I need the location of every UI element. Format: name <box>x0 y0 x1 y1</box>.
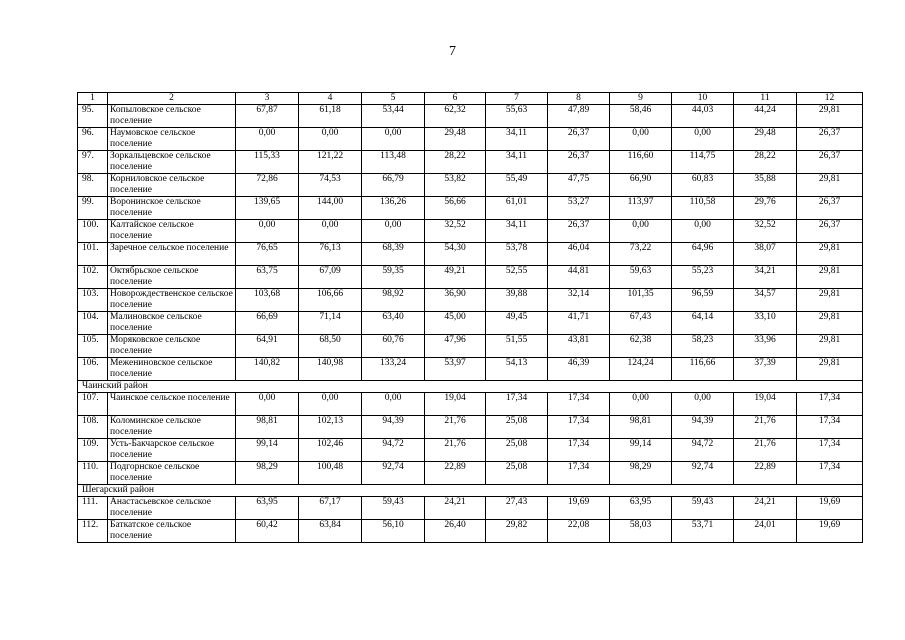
value-cell: 26,37 <box>797 220 863 243</box>
value-cell: 26,37 <box>548 128 610 151</box>
settlement-name: Моряковское сельское поселение <box>108 335 236 358</box>
value-cell: 34,57 <box>734 289 797 312</box>
settlement-name: Малиновское сельское поселение <box>108 312 236 335</box>
value-cell: 44,24 <box>734 105 797 128</box>
value-cell: 51,55 <box>486 335 548 358</box>
value-cell: 54,30 <box>425 243 486 266</box>
value-cell: 36,90 <box>425 289 486 312</box>
value-cell: 29,81 <box>797 289 863 312</box>
value-cell: 33,10 <box>734 312 797 335</box>
section-row <box>78 485 863 497</box>
value-cell: 34,11 <box>486 128 548 151</box>
value-cell: 56,66 <box>425 197 486 220</box>
table-row <box>78 151 863 174</box>
value-cell: 116,60 <box>610 151 672 174</box>
value-cell: 113,97 <box>610 197 672 220</box>
row-number: 111. <box>78 497 108 520</box>
value-cell: 63,84 <box>299 520 362 543</box>
table-row <box>78 439 863 462</box>
value-cell: 29,81 <box>797 174 863 197</box>
value-cell: 34,11 <box>486 151 548 174</box>
value-cell: 116,66 <box>672 358 734 381</box>
value-cell: 66,69 <box>236 312 299 335</box>
value-cell: 136,26 <box>362 197 425 220</box>
value-cell: 96,59 <box>672 289 734 312</box>
value-cell: 102,13 <box>299 416 362 439</box>
value-cell: 63,40 <box>362 312 425 335</box>
value-cell: 63,95 <box>610 497 672 520</box>
section-row <box>78 381 863 393</box>
value-cell: 28,22 <box>425 151 486 174</box>
column-header: 6 <box>425 93 486 105</box>
table-row <box>78 128 863 151</box>
value-cell: 44,03 <box>672 105 734 128</box>
value-cell: 29,81 <box>797 312 863 335</box>
value-cell: 25,08 <box>486 462 548 485</box>
value-cell: 98,29 <box>610 462 672 485</box>
table-row <box>78 197 863 220</box>
value-cell: 98,81 <box>236 416 299 439</box>
settlement-name: Межениновское сельское поселение <box>108 358 236 381</box>
value-cell: 47,96 <box>425 335 486 358</box>
table-row <box>78 358 863 381</box>
value-cell: 19,04 <box>734 393 797 416</box>
value-cell: 92,74 <box>672 462 734 485</box>
section-label: Шегарский район <box>78 485 863 497</box>
table-row <box>78 335 863 358</box>
value-cell: 133,24 <box>362 358 425 381</box>
value-cell: 144,00 <box>299 197 362 220</box>
column-header: 8 <box>548 93 610 105</box>
value-cell: 76,65 <box>236 243 299 266</box>
value-cell: 26,37 <box>548 151 610 174</box>
settlement-name: Новорождественское сельское поселение <box>108 289 236 312</box>
value-cell: 29,82 <box>486 520 548 543</box>
value-cell: 106,66 <box>299 289 362 312</box>
value-cell: 17,34 <box>548 439 610 462</box>
settlement-name: Усть-Бакчарское сельское поселение <box>108 439 236 462</box>
value-cell: 53,78 <box>486 243 548 266</box>
column-header: 7 <box>486 93 548 105</box>
value-cell: 121,22 <box>299 151 362 174</box>
value-cell: 53,82 <box>425 174 486 197</box>
value-cell: 102,46 <box>299 439 362 462</box>
value-cell: 26,37 <box>548 220 610 243</box>
value-cell: 92,74 <box>362 462 425 485</box>
row-number: 95. <box>78 105 108 128</box>
settlement-name: Чаинское сельское поселение <box>108 393 236 416</box>
table-body <box>78 93 863 543</box>
value-cell: 73,22 <box>610 243 672 266</box>
value-cell: 59,35 <box>362 266 425 289</box>
value-cell: 115,33 <box>236 151 299 174</box>
value-cell: 0,00 <box>299 220 362 243</box>
value-cell: 103,68 <box>236 289 299 312</box>
value-cell: 29,81 <box>797 266 863 289</box>
value-cell: 21,76 <box>425 439 486 462</box>
settlement-name: Октябрьское сельское поселение <box>108 266 236 289</box>
settlement-name: Калтайское сельское поселение <box>108 220 236 243</box>
value-cell: 61,01 <box>486 197 548 220</box>
value-cell: 29,48 <box>425 128 486 151</box>
value-cell: 49,45 <box>486 312 548 335</box>
value-cell: 72,86 <box>236 174 299 197</box>
table-row <box>78 393 863 416</box>
column-header: 4 <box>299 93 362 105</box>
value-cell: 53,97 <box>425 358 486 381</box>
row-number: 106. <box>78 358 108 381</box>
value-cell: 54,13 <box>486 358 548 381</box>
value-cell: 17,34 <box>548 462 610 485</box>
row-number: 101. <box>78 243 108 266</box>
value-cell: 99,14 <box>610 439 672 462</box>
value-cell: 94,39 <box>362 416 425 439</box>
table-row <box>78 416 863 439</box>
value-cell: 62,32 <box>425 105 486 128</box>
settlement-name: Наумовское сельское поселение <box>108 128 236 151</box>
row-number: 102. <box>78 266 108 289</box>
value-cell: 29,48 <box>734 128 797 151</box>
value-cell: 32,52 <box>425 220 486 243</box>
value-cell: 17,34 <box>486 393 548 416</box>
value-cell: 0,00 <box>672 128 734 151</box>
row-number: 98. <box>78 174 108 197</box>
value-cell: 0,00 <box>672 220 734 243</box>
value-cell: 29,81 <box>797 243 863 266</box>
value-cell: 0,00 <box>610 393 672 416</box>
row-number: 110. <box>78 462 108 485</box>
row-number: 103. <box>78 289 108 312</box>
row-number: 108. <box>78 416 108 439</box>
value-cell: 60,83 <box>672 174 734 197</box>
column-header: 3 <box>236 93 299 105</box>
value-cell: 28,22 <box>734 151 797 174</box>
settlement-name: Коломинское сельское поселение <box>108 416 236 439</box>
value-cell: 46,39 <box>548 358 610 381</box>
value-cell: 52,55 <box>486 266 548 289</box>
value-cell: 24,01 <box>734 520 797 543</box>
value-cell: 140,82 <box>236 358 299 381</box>
value-cell: 21,76 <box>734 416 797 439</box>
value-cell: 68,39 <box>362 243 425 266</box>
value-cell: 74,53 <box>299 174 362 197</box>
value-cell: 67,09 <box>299 266 362 289</box>
table-row <box>78 243 863 266</box>
value-cell: 46,04 <box>548 243 610 266</box>
value-cell: 58,46 <box>610 105 672 128</box>
value-cell: 56,10 <box>362 520 425 543</box>
value-cell: 140,98 <box>299 358 362 381</box>
value-cell: 45,00 <box>425 312 486 335</box>
value-cell: 62,38 <box>610 335 672 358</box>
value-cell: 19,69 <box>797 520 863 543</box>
value-cell: 98,81 <box>610 416 672 439</box>
value-cell: 44,81 <box>548 266 610 289</box>
value-cell: 67,87 <box>236 105 299 128</box>
value-cell: 26,37 <box>797 128 863 151</box>
column-header: 5 <box>362 93 425 105</box>
value-cell: 58,23 <box>672 335 734 358</box>
value-cell: 60,42 <box>236 520 299 543</box>
value-cell: 25,08 <box>486 416 548 439</box>
value-cell: 113,48 <box>362 151 425 174</box>
settlement-name: Заречное сельское поселение <box>108 243 236 266</box>
header-row <box>78 93 863 105</box>
value-cell: 66,79 <box>362 174 425 197</box>
row-number: 109. <box>78 439 108 462</box>
column-header: 9 <box>610 93 672 105</box>
value-cell: 55,49 <box>486 174 548 197</box>
settlement-name: Копыловское сельское поселение <box>108 105 236 128</box>
value-cell: 39,88 <box>486 289 548 312</box>
value-cell: 71,14 <box>299 312 362 335</box>
value-cell: 53,44 <box>362 105 425 128</box>
settlement-name: Подгорнское сельское поселение <box>108 462 236 485</box>
value-cell: 66,90 <box>610 174 672 197</box>
value-cell: 22,08 <box>548 520 610 543</box>
row-number: 107. <box>78 393 108 416</box>
value-cell: 21,76 <box>734 439 797 462</box>
value-cell: 47,89 <box>548 105 610 128</box>
value-cell: 35,88 <box>734 174 797 197</box>
value-cell: 17,34 <box>797 462 863 485</box>
value-cell: 17,34 <box>797 393 863 416</box>
section-label: Чаинский район <box>78 381 863 393</box>
row-number: 112. <box>78 520 108 543</box>
value-cell: 60,76 <box>362 335 425 358</box>
value-cell: 0,00 <box>610 128 672 151</box>
table-row <box>78 220 863 243</box>
value-cell: 19,04 <box>425 393 486 416</box>
column-header: 2 <box>108 93 236 105</box>
value-cell: 139,65 <box>236 197 299 220</box>
value-cell: 94,72 <box>362 439 425 462</box>
value-cell: 0,00 <box>362 393 425 416</box>
value-cell: 47,75 <box>548 174 610 197</box>
page-number: 7 <box>449 44 456 59</box>
settlement-name: Анастасьевское сельское поселение <box>108 497 236 520</box>
settlement-name: Зоркальцевское сельское поселение <box>108 151 236 174</box>
settlement-name: Баткатское сельское поселение <box>108 520 236 543</box>
value-cell: 0,00 <box>236 128 299 151</box>
value-cell: 34,11 <box>486 220 548 243</box>
table-row <box>78 289 863 312</box>
value-cell: 38,07 <box>734 243 797 266</box>
value-cell: 64,96 <box>672 243 734 266</box>
value-cell: 53,27 <box>548 197 610 220</box>
value-cell: 100,48 <box>299 462 362 485</box>
value-cell: 22,89 <box>734 462 797 485</box>
value-cell: 0,00 <box>299 393 362 416</box>
value-cell: 33,96 <box>734 335 797 358</box>
value-cell: 17,34 <box>797 439 863 462</box>
value-cell: 32,14 <box>548 289 610 312</box>
value-cell: 94,72 <box>672 439 734 462</box>
row-number: 97. <box>78 151 108 174</box>
value-cell: 22,89 <box>425 462 486 485</box>
value-cell: 98,29 <box>236 462 299 485</box>
value-cell: 114,75 <box>672 151 734 174</box>
value-cell: 29,81 <box>797 335 863 358</box>
value-cell: 25,08 <box>486 439 548 462</box>
column-header: 11 <box>734 93 797 105</box>
row-number: 105. <box>78 335 108 358</box>
value-cell: 27,43 <box>486 497 548 520</box>
value-cell: 63,75 <box>236 266 299 289</box>
value-cell: 59,43 <box>672 497 734 520</box>
value-cell: 0,00 <box>362 128 425 151</box>
value-cell: 0,00 <box>672 393 734 416</box>
value-cell: 0,00 <box>299 128 362 151</box>
value-cell: 29,76 <box>734 197 797 220</box>
value-cell: 64,14 <box>672 312 734 335</box>
value-cell: 59,43 <box>362 497 425 520</box>
column-header: 10 <box>672 93 734 105</box>
value-cell: 68,50 <box>299 335 362 358</box>
column-header: 12 <box>797 93 863 105</box>
row-number: 96. <box>78 128 108 151</box>
value-cell: 67,43 <box>610 312 672 335</box>
value-cell: 76,13 <box>299 243 362 266</box>
table-row <box>78 312 863 335</box>
value-cell: 24,21 <box>425 497 486 520</box>
value-cell: 0,00 <box>236 393 299 416</box>
value-cell: 98,92 <box>362 289 425 312</box>
value-cell: 19,69 <box>797 497 863 520</box>
value-cell: 64,91 <box>236 335 299 358</box>
table-row <box>78 266 863 289</box>
value-cell: 49,21 <box>425 266 486 289</box>
value-cell: 53,71 <box>672 520 734 543</box>
value-cell: 26,37 <box>797 197 863 220</box>
value-cell: 29,81 <box>797 358 863 381</box>
table-row <box>78 520 863 543</box>
value-cell: 63,95 <box>236 497 299 520</box>
table-row <box>78 105 863 128</box>
value-cell: 55,63 <box>486 105 548 128</box>
value-cell: 26,40 <box>425 520 486 543</box>
value-cell: 41,71 <box>548 312 610 335</box>
value-cell: 59,63 <box>610 266 672 289</box>
settlement-name: Корниловское сельское поселение <box>108 174 236 197</box>
data-table <box>77 92 863 543</box>
value-cell: 17,34 <box>548 416 610 439</box>
value-cell: 24,21 <box>734 497 797 520</box>
value-cell: 124,24 <box>610 358 672 381</box>
value-cell: 99,14 <box>236 439 299 462</box>
value-cell: 0,00 <box>362 220 425 243</box>
value-cell: 0,00 <box>236 220 299 243</box>
value-cell: 94,39 <box>672 416 734 439</box>
value-cell: 101,35 <box>610 289 672 312</box>
row-number: 99. <box>78 197 108 220</box>
value-cell: 43,81 <box>548 335 610 358</box>
value-cell: 61,18 <box>299 105 362 128</box>
table-row <box>78 462 863 485</box>
value-cell: 17,34 <box>548 393 610 416</box>
row-number: 100. <box>78 220 108 243</box>
column-header: 1 <box>78 93 108 105</box>
value-cell: 26,37 <box>797 151 863 174</box>
settlement-name: Воронинское сельское поселение <box>108 197 236 220</box>
value-cell: 17,34 <box>797 416 863 439</box>
table-row <box>78 497 863 520</box>
value-cell: 34,21 <box>734 266 797 289</box>
value-cell: 110,58 <box>672 197 734 220</box>
row-number: 104. <box>78 312 108 335</box>
value-cell: 32,52 <box>734 220 797 243</box>
value-cell: 37,39 <box>734 358 797 381</box>
value-cell: 55,23 <box>672 266 734 289</box>
value-cell: 19,69 <box>548 497 610 520</box>
value-cell: 67,17 <box>299 497 362 520</box>
value-cell: 29,81 <box>797 105 863 128</box>
value-cell: 21,76 <box>425 416 486 439</box>
table-row <box>78 174 863 197</box>
value-cell: 0,00 <box>610 220 672 243</box>
value-cell: 58,03 <box>610 520 672 543</box>
